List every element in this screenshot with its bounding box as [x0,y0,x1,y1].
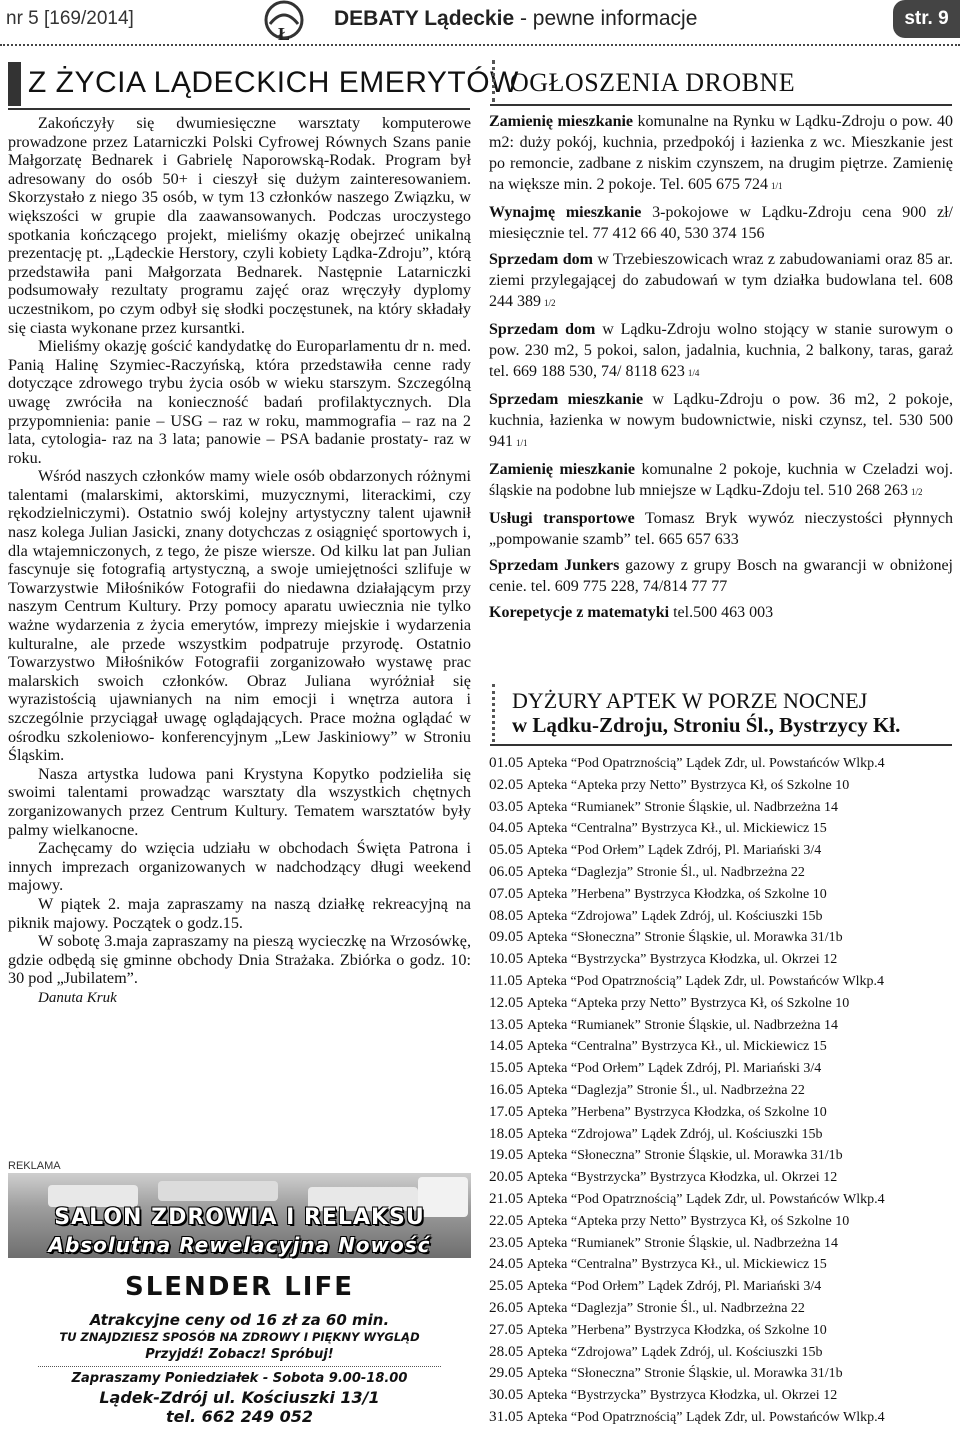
pharmacy-name: Apteka “Apteka przy Netto” Bystrzyca Kł, oś Szkolne 10 [526,1213,850,1229]
page-number-badge: str. 9 [893,0,960,38]
pharmacy-duty-row [489,1275,953,1297]
advert-hours: Zapraszamy Poniedziałek - Sobota 9.00-18.00 [71,1371,408,1386]
advert-label: REKLAMA [8,1160,61,1172]
pharmacy-name: Apteka “Słoneczna” Stronie Śląskie, ul. Morawka 31/1b [526,1366,843,1382]
pharmacy-duty-row [489,1232,953,1254]
article-paragraph: Nasza artystka ludowa pani Krystyna Kopytko podzieliła się swoimi talentami prowadząc warsztaty dla wszystkich chętnych zorganizowanych przez Centrum Kultury. Tematem warsztatów były palmy wielkanocne. [8,764,471,839]
duty-date: 07.05 [489,884,524,902]
article-title-rule [8,108,470,110]
advert-separator [38,1366,441,1367]
section-bar-left [8,62,21,106]
pharmacy-name: Apteka “Centralna” Bystrzyca Kł., ul. Mickiewicz 15 [526,1039,827,1055]
pharmacy-duty-row [489,1144,953,1166]
pharmacy-name: Apteka “Daglezja” Stronie Śl., ul. Nadbrzeżna 22 [526,1082,805,1098]
duty-date: 18.05 [489,1124,524,1142]
svg-text:Ł: Ł [277,24,291,44]
pharmacy-duty-row [489,1297,953,1319]
duty-date: 28.05 [489,1342,524,1360]
section-bar-pharmacies [492,684,495,742]
pharmacy-duty-row [489,752,953,774]
pharmacy-name: Apteka “Pod Orłem” Lądek Zdrój, Pl. Mariański 3/4 [526,1279,822,1295]
classified-item: Sprzedam mieszkanie w Lądku-Zdroju o pow. 36 m2, 2 pokoje, kuchnia, łazienka w nowym budownictwie, niski czynsz, tel. 530 500 941 1/1 [489,391,954,450]
pharmacy-duty-row [489,1188,953,1210]
article-author: Danuta Kruk [38,989,117,1006]
pharmacy-name: Apteka “Rumianek” Stronie Śląskie, ul. Nadbrzeżna 14 [526,799,838,815]
pharmacy-duty-list [489,752,953,1428]
advert-phone: tel. 662 249 052 [166,1407,313,1426]
publication-title: DEBATY Lądeckie - pewne informacje [334,7,698,30]
pharmacy-name: Apteka “Apteka przy Netto” Bystrzyca Kł, oś Szkolne 10 [526,995,850,1011]
duty-date: 22.05 [489,1211,524,1229]
duty-date: 26.05 [489,1298,524,1316]
pharmacy-duty-title [512,688,952,738]
classifieds-list [489,111,953,628]
pharmacy-duty-row [489,1057,953,1079]
issue-number: nr 5 [169/2014] [6,8,134,29]
duty-date: 14.05 [489,1037,524,1055]
classified-item: Zamienię mieszkanie komunalne 2 pokoje, kuchnia w Czeladzi woj. śląskie na podobne lub mniejsze w Lądku-Zdoju tel. 510 268 263 1/2 [489,461,953,499]
header-divider [0,44,960,46]
pharmacy-name: Apteka “Zdrojowa” Lądek Zdrój, ul. Kościuszki 15b [526,908,823,924]
pharmacy-duty-row [489,1101,953,1123]
classifieds-title: OGŁOSZENIA DROBNE [510,68,796,97]
duty-date: 25.05 [489,1277,524,1295]
advert-address: Lądek-Zdrój ul. Kościuszki 13/1 [99,1388,380,1407]
advert-offer: Atrakcyjne ceny od 16 zł za 60 min. [89,1311,390,1329]
advert-headline: SALON ZDROWIA I RELAKSU [54,1205,425,1230]
pharmacy-name: Apteka “Pod Orłem” Lądek Zdrój, Pl. Mariański 3/4 [526,1061,822,1077]
section-bar-classifieds [492,60,495,102]
advert-brand: SLENDER LIFE [125,1272,354,1302]
pharmacy-name: Apteka “Słoneczna” Stronie Śląskie, ul. Morawka 31/1b [526,930,843,946]
pharmacy-duty-row [489,970,953,992]
duty-date: 31.05 [489,1407,524,1425]
pharmacy-name: Apteka “Zdrojowa” Lądek Zdrój, ul. Kościuszki 15b [526,1126,823,1142]
article-title: Z ŻYCIA LĄDECKICH EMERYTÓW [28,66,519,99]
classified-item: Sprzedam Junkers gazowy z grupy Bosch na gwarancji w obniżonej cenie. tel. 609 775 228, 74/814 77 77 [489,557,954,595]
duty-date: 08.05 [489,906,524,924]
pharmacy-duty-row [489,817,953,839]
pharmacy-duty-row [489,883,953,905]
pharmacy-duty-row [489,1079,953,1101]
pharmacy-name: Apteka “Pod Orłem” Lądek Zdrój, Pl. Mariański 3/4 [526,843,822,859]
classified-item: Usługi transportowe Tomasz Bryk wywóz nieczystości płynnych „pompowanie szamb” tel. 665 657 633 [489,510,954,548]
classified-item: Zamienię mieszkanie komunalne na Rynku w Lądku-Zdroju o pow. 40 m2: duży pokój, kuchnia, przedpokój i łazienka z wc. Mieszkanie jest po remoncie, zadbane z niskim czynszem, na drugim piętrze. Zamienię na większe min. 2 pokoje. Tel. 605 675 724 1/1 [489,113,953,193]
duty-date: 16.05 [489,1080,524,1098]
article-body [8,114,471,1008]
pharmacy-name: Apteka ”Herbena” Bystrzyca Kłodzka, oś Szkolne 10 [526,1322,827,1338]
advert-subhead: Absolutna Rewelacyjna Nowość [48,1233,431,1257]
duty-date: 29.05 [489,1364,524,1382]
pharmacy-duty-row [489,1319,953,1341]
duty-date: 17.05 [489,1102,524,1120]
pharmacy-title-line1: DYŻURY APTEK W PORZE NOCNEJ [512,688,868,713]
pharmacy-duty-row [489,1166,953,1188]
pharmacy-duty-row [489,1014,953,1036]
pharmacy-name: Apteka “Pod Opatrznością” Lądek Zdr, ul. Powstańców Wlkp.4 [526,756,885,771]
pharmacy-duty-row [489,905,953,927]
pharmacy-duty-row [489,1362,953,1384]
pharmacy-name: Apteka “Bystrzycka” Bystrzyca Kłodzka, ul. Okrzei 12 [526,1388,838,1404]
duty-date: 21.05 [489,1189,524,1207]
classified-item: Korepetycje z matematyki tel.500 463 003 [489,604,774,621]
pharmacy-name: Apteka “Daglezja” Stronie Śl., ul. Nadbrzeżna 22 [526,1300,805,1316]
pharmacy-name: Apteka “Apteka przy Netto” Bystrzyca Kł, oś Szkolne 10 [526,777,850,793]
pharmacy-duty-row [489,796,953,818]
duty-date: 13.05 [489,1015,524,1033]
duty-date: 15.05 [489,1059,524,1077]
article-paragraph: Wśród naszych członków mamy wiele osób obdarzonych różnymi talentami (malarskimi, aktorskimi, muzycznymi, literackimi, czy rękodzielniczymi). Ostatnio swój kolejny artystyczny talent ujawnił nasz kolega Julian Jasicki, znany dotychczas z osiągnięć sportowych i, dla wtajemniczonych, z tego, że pisze wiersze. Od kilku lat pan Julian fascynuje się fotografią artystyczną, a swoje umiejętności szlifuje w Towarzystwie Miłośników Fotografii do niedawna działającym przy naszym Centrum Kultury. Przy pomocy aparatu uwiecznia nie tylko ważne wydarzenia z życia emerytów, imprezy miejskie i wydarzenia kulturalne, ale przede wszystkim podpatruje przyrodę. Ostatnio Towarzystwo Miłośników Fotografii zorganizowało wystawę prac malarskich swoich członków. Obraz Juliana wyróżniał się wyrazistością ujawnianych na nim emocji i wnętrza autora i szczególnie przyciągał uwagę oglądających. Prace można oglądać w ośrodku szkoleniowo- konferencyjnym „Lew Jaskiniowy” w Stroniu Śląskim. [8,467,471,765]
pharmacy-duty-row [489,992,953,1014]
pharmacy-duty-row [489,948,953,970]
duty-date: 03.05 [489,797,524,815]
pharmacy-duty-row [489,1253,953,1275]
pharmacy-name: Apteka “Zdrojowa” Lądek Zdrój, ul. Kościuszki 15b [526,1344,823,1360]
article-paragraph: Mieliśmy okazję gościć kandydatkę do Europarlamentu dr n. med. Panią Halinę Szymiec-Raczyńską, która przedstawiła cenne rady dotyczące zdrowego trybu życia osób w wieku starszym. Szczególną uwagę zwróciła na konieczność badań profilaktycznych. Dla przypomnienia: panie – USG – raz w roku, mammografia – raz na 2 lata, cytologia- raz na 3 lata; panowie – PSA badanie prostaty- raz w roku. [8,337,471,467]
article-paragraph: Zakończyły się dwumiesięczne warsztaty komputerowe prowadzone przez Latarniczki Polski Cyfrowej Równych Szans panie Małgorzatę Bednarek i Gabrielę Naporowską-Rodak. Program był adresowany do osób 50+ i cieszył się dużym zainteresowaniem. Skorzystało z niego 35 osób, w tym 13 członków naszego Związku, w większości w grupie dla zaawansowanych. Podczas uroczystego spotkania kończącego projekt, mieliśmy okazję obejrzeć unikalną prezentację pt. „Lądeckie Herstory, czyli kobiety Lądka-Zdroju”, którą przedstawiła pani Małgorzata Bednarek. Następnie Latarniczki podsumowały rezultaty programu zajęć oraz wręczyły dyplomy uczestnikom, po czym odbył się słodki poczęstunek, na który składały się ciasta wykonane przez kursantki. [8,114,471,337]
duty-date: 10.05 [489,950,524,968]
pharmacy-name: Apteka “Bystrzycka” Bystrzyca Kłodzka, ul. Okrzei 12 [526,952,838,968]
pharmacy-duty-row [489,1384,953,1406]
pharmacy-duty-row [489,1035,953,1057]
pharmacy-name: Apteka “Rumianek” Stronie Śląskie, ul. Nadbrzeżna 14 [526,1017,838,1033]
duty-date: 24.05 [489,1255,524,1273]
pharmacy-duty-row [489,774,953,796]
pharmacy-duty-row [489,1123,953,1145]
duty-date: 20.05 [489,1168,524,1186]
pharmacy-name: Apteka ”Herbena” Bystrzyca Kłodzka, oś Szkolne 10 [526,1104,827,1120]
classified-item: Sprzedam dom w Lądku-Zdroju wolno stojący w stanie surowym o pow. 230 m2, 5 pokoi, salon, jadalnia, kuchnia, 2 balkony, taras, garaż tel. 669 188 530, 74/ 8118 623 1/4 [489,321,953,380]
duty-date: 02.05 [489,775,524,793]
duty-date: 01.05 [489,754,524,771]
duty-date: 19.05 [489,1146,524,1164]
pharmacy-name: Apteka “Centralna” Bystrzyca Kł., ul. Mickiewicz 15 [526,821,827,837]
duty-date: 11.05 [489,971,523,989]
pharmacy-duty-row [489,861,953,883]
article-paragraph: Zachęcamy do wzięcia udziału w obchodach Święta Patrona i innych imprezach organizowanych w nadchodzący długi weekend majowy. [8,839,471,895]
duty-date: 06.05 [489,862,524,880]
pharmacy-duty-row [489,1210,953,1232]
newspaper-logo-icon [262,0,306,44]
advert-cta: Przyjdź! Zobacz! Spróbuj! [145,1347,334,1362]
article-paragraph: W sobotę 3.maja zapraszamy na pieszą wycieczkę na Wrzosówkę, gdzie odbędą się gminne obchody Dnia Strażaka. Zbiórka o godz. 10: 30 pod „Jubilatem”. [8,932,471,988]
duty-date: 30.05 [489,1386,524,1404]
pharmacy-name: Apteka “Rumianek” Stronie Śląskie, ul. Nadbrzeżna 14 [526,1235,838,1251]
pharmacy-name: Apteka “Słoneczna” Stronie Śląskie, ul. Morawka 31/1b [526,1148,843,1164]
pharmacy-name: Apteka “Daglezja” Stronie Śl., ul. Nadbrzeżna 22 [526,864,805,880]
pharmacy-duty-row [489,1406,953,1428]
duty-date: 04.05 [489,819,524,837]
pharmacy-title-rule [490,744,952,746]
pharmacy-name: Apteka “Pod Opatrznością” Lądek Zdr, ul. Powstańców Wlkp.4 [526,973,885,989]
pharmacy-name: Apteka ”Herbena” Bystrzyca Kłodzka, oś Szkolne 10 [526,886,827,902]
pharmacy-name: Apteka “Centralna” Bystrzyca Kł., ul. Mickiewicz 15 [526,1257,827,1273]
pharmacy-name: Apteka “Pod Opatrznością” Lądek Zdr, ul. Powstańców Wlkp.4 [526,1191,885,1207]
duty-date: 05.05 [489,841,524,859]
pharmacy-duty-row [489,1341,953,1363]
advert-box [8,1173,471,1428]
duty-date: 09.05 [489,928,524,946]
duty-date: 12.05 [489,993,524,1011]
classified-item: Wynajmę mieszkanie 3-pokojowe w Lądku-Zdroju cena 900 zł/ miesięcznie tel. 77 412 66 40, 530 374 156 [489,204,953,242]
article-paragraph: W piątek 2. maja zapraszamy na naszą działkę rekreacyjną na piknik majowy. Początek o godz.15. [8,894,471,932]
pharmacy-name: Apteka “Bystrzycka” Bystrzyca Kłodzka, ul. Okrzei 12 [526,1170,838,1186]
duty-date: 27.05 [489,1320,524,1338]
pharmacy-duty-row [489,926,953,948]
advert-tagline: TU ZNAJDZIESZ SPOSÓB NA ZDROWY I PIĘKNY WYGLĄD [59,1330,420,1344]
classified-item: Sprzedam dom w Trzebieszowicach wraz z zabudowaniami oraz 85 ar. ziemi przylegającej do zabudowań w tym działka budowlana tel. 608 244 389 1/2 [489,251,953,310]
pharmacy-name: Apteka “Pod Opatrznością” Lądek Zdr, ul. Powstańców Wlkp.4 [526,1409,885,1425]
pharmacy-duty-row [489,839,953,861]
duty-date: 23.05 [489,1233,524,1251]
pharmacy-title-line2: w Lądku-Zdroju, Stroniu Śl., Bystrzycy Kł. [512,713,901,737]
classifieds-title-rule [490,104,952,106]
